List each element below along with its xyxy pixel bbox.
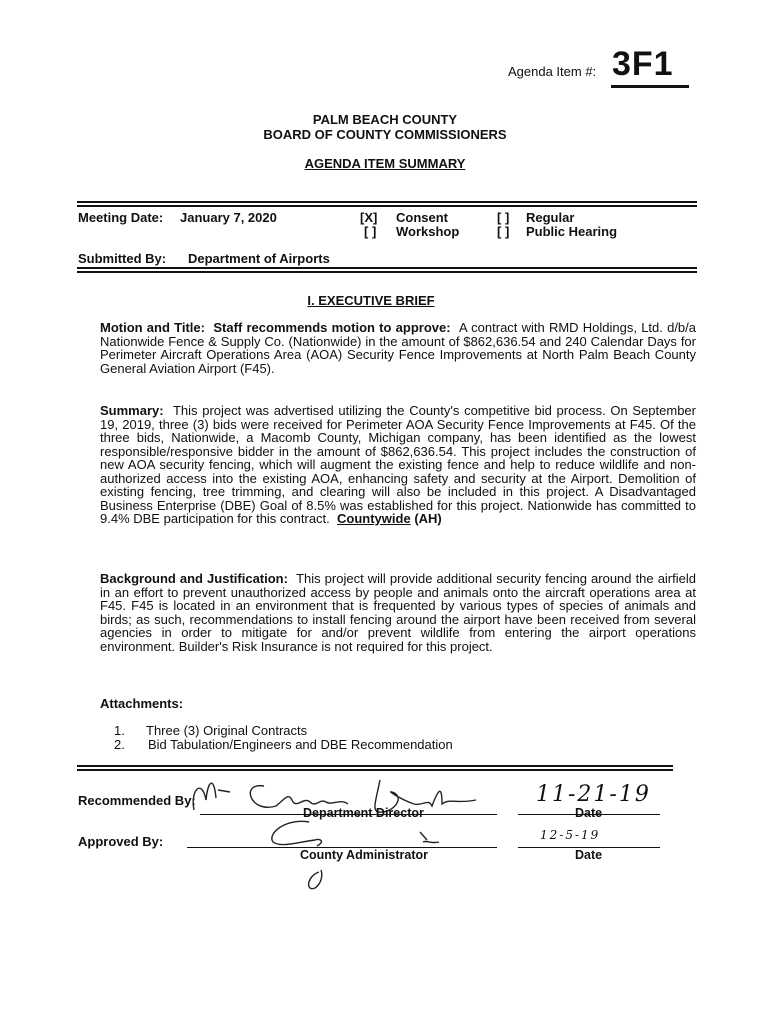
- background-paragraph: [100, 572, 696, 653]
- submitted-by-value: Department of Airports: [188, 251, 330, 266]
- recommended-title: Department Director: [303, 806, 424, 820]
- attachments-label: Attachments:: [100, 696, 184, 711]
- divider-middle: [77, 267, 697, 273]
- workshop-checkbox: [ ]: [364, 224, 377, 239]
- motion-label: Motion and Title:: [100, 320, 205, 335]
- motion-lead: Staff recommends motion to approve:: [213, 320, 451, 335]
- county-name: PALM BEACH COUNTY: [312, 112, 458, 127]
- attachment-1-num: 1.: [114, 723, 125, 738]
- agenda-number-underline: [611, 85, 689, 88]
- approved-date-label: Date: [575, 848, 603, 862]
- recommended-by-label: Recommended By:: [78, 793, 196, 808]
- agenda-item-label: Agenda Item #:: [508, 64, 597, 79]
- divider-top: [77, 201, 697, 207]
- background-label: Background and Justification:: [100, 571, 288, 586]
- meeting-date-label: Meeting Date:: [78, 210, 164, 225]
- summary-text: This project was advertised utilizing the County's competitive bid process. On September 19, 2019, three (3) bids were received for Perimeter AOA Security Fence Improvements at F45. Of the three bids, Nationwide, a Macomb County, Michigan company, has been identified as the lowest responsible/responsive bidder in the amount of $862,636.54. This project includes the construction of new AOA security fencing, which will augment the existing fence and help to reduce wildlife and non-authorized access into the existing AOA, enhancing safety and security at the Airport. Demolition of existing fencing, tree trimming, and clearing will also be included in this project. A Disadvantaged Business Enterprise (DBE) Goal of 8.5% was established for this project. Nationwide has committed to 9.4% DBE participation for this contract.: [100, 403, 696, 526]
- consent-label: Consent: [396, 210, 448, 225]
- workshop-label: Workshop: [396, 224, 460, 239]
- approved-title: County Administrator: [300, 848, 429, 862]
- meeting-date-value: January 7, 2020: [180, 210, 277, 225]
- agenda-item-number: 3F1: [612, 45, 674, 83]
- summary-paragraph: [100, 404, 696, 526]
- attachment-2-text: Bid Tabulation/Engineers and DBE Recommendation: [148, 737, 453, 752]
- consent-checkbox: [X]: [360, 210, 378, 225]
- submitted-by-label: Submitted By:: [78, 251, 167, 266]
- motion-text: A contract with RMD Holdings, Ltd. d/b/a Nationwide Fence & Supply Co. (Nationwide) in the amount of $862,636.54 and 240 Calendar Days for Perimeter Aircraft Operations Area (AOA) Security Fence Improvements at North Palm Beach County General Aviation Airport (F45).: [100, 320, 696, 376]
- regular-label: Regular: [526, 210, 575, 225]
- summary-district: Countywide: [337, 511, 411, 526]
- regular-checkbox: [ ]: [497, 210, 510, 225]
- approved-date-written: 12-5-19: [540, 828, 601, 842]
- recommended-date-written: 11-21-19: [536, 782, 651, 807]
- public-hearing-label: Public Hearing: [526, 224, 618, 239]
- background-text: This project will provide additional security fencing around the airfield in an effort to prevent unauthorized access by people and animals onto the aircraft operations area at F45. F45 is located in an environment that is frequented by various types of species of animals and birds; as such, recommendations to install fencing around the airport have been received from several agencies in order to mitigate for and/or prevent wildlife from entering the airport operations environment. Builder's Risk Insurance is not required for this project.: [100, 571, 696, 654]
- motion-paragraph: [100, 321, 696, 375]
- public-hearing-checkbox: [ ]: [497, 224, 510, 239]
- board-name: BOARD OF COUNTY COMMISSIONERS: [263, 127, 507, 142]
- summary-initials: (AH): [414, 511, 442, 526]
- summary-label: Summary:: [100, 403, 164, 418]
- recommended-date-label: Date: [575, 806, 603, 820]
- attachment-1-text: Three (3) Original Contracts: [146, 723, 308, 738]
- section-title: I. EXECUTIVE BRIEF: [307, 293, 435, 308]
- attachment-2-num: 2.: [114, 737, 125, 752]
- approved-by-label: Approved By:: [78, 834, 164, 849]
- document-title: AGENDA ITEM SUMMARY: [304, 156, 466, 171]
